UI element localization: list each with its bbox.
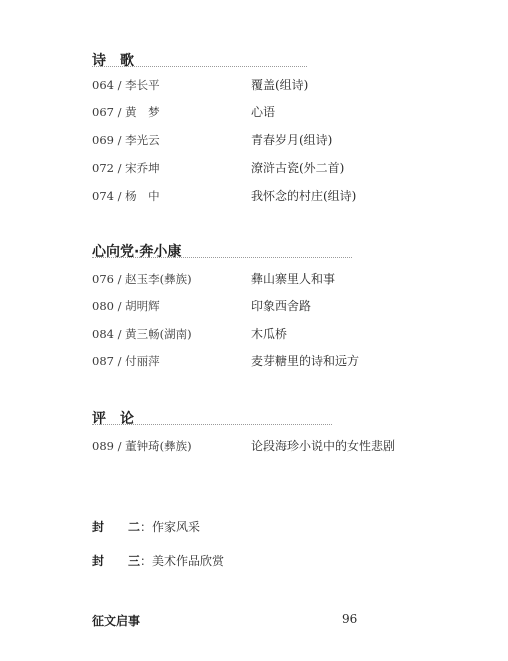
cover-label-number: 二 (128, 520, 141, 534)
entry-page-author: 080 / 胡明辉 (92, 299, 160, 313)
toc-entry[interactable] (92, 187, 452, 205)
toc-entry[interactable] (92, 131, 452, 149)
toc-entry[interactable] (92, 325, 452, 343)
entry-title: 青春岁月(组诗) (251, 133, 333, 147)
entry-page-author: 064 / 李长平 (92, 78, 160, 92)
cover-note (92, 552, 224, 570)
entry-title: 我怀念的村庄(组诗) (251, 189, 357, 203)
entry-title: 彝山寨里人和事 (251, 272, 336, 286)
section-title-criticism: 评 论 (92, 411, 134, 427)
toc-entry[interactable] (92, 437, 452, 455)
toc-entry[interactable] (92, 297, 452, 315)
toc-entry[interactable] (92, 159, 452, 177)
entry-title: 论段海珍小说中的女性悲剧 (251, 439, 396, 453)
footer-page-number: 96 (342, 612, 358, 626)
section-divider-party (92, 257, 352, 258)
entry-page-author: 067 / 黄 梦 (92, 105, 160, 119)
entry-page-author: 069 / 李光云 (92, 133, 160, 147)
cover-value: ：作家风采 (140, 520, 201, 534)
section-title-party: 心向党·奔小康 (92, 244, 182, 260)
entry-title: 潦浒古瓷(外二首) (251, 161, 345, 175)
cover-label-feng: 封 (92, 554, 105, 568)
entry-page-author: 089 / 董钟琦(彝族) (92, 439, 192, 453)
cover-label-feng: 封 (92, 520, 105, 534)
entry-title: 印象西舍路 (251, 299, 312, 313)
toc-entry[interactable] (92, 76, 452, 94)
footer-notice[interactable]: 征文启事 (92, 614, 141, 628)
cover-value: ：美术作品欣赏 (140, 554, 225, 568)
toc-entry[interactable] (92, 270, 452, 288)
entry-page-author: 074 / 杨 中 (92, 189, 160, 203)
section-title-poetry: 诗 歌 (92, 53, 134, 69)
entry-title: 麦芽糖里的诗和远方 (251, 354, 360, 368)
section-divider-criticism (92, 424, 332, 425)
entry-title: 覆盖(组诗) (251, 78, 309, 92)
entry-page-author: 072 / 宋乔坤 (92, 161, 160, 175)
cover-note (92, 518, 200, 536)
entry-title: 木瓜桥 (251, 327, 288, 341)
toc-entry[interactable] (92, 352, 452, 370)
entry-page-author: 084 / 黄三畅(湖南) (92, 327, 192, 341)
section-divider-poetry (92, 66, 307, 67)
entry-page-author: 076 / 赵玉李(彝族) (92, 272, 192, 286)
toc-entry[interactable] (92, 103, 452, 121)
cover-label-number: 三 (128, 554, 141, 568)
entry-title: 心语 (251, 105, 276, 119)
entry-page-author: 087 / 付丽萍 (92, 354, 160, 368)
